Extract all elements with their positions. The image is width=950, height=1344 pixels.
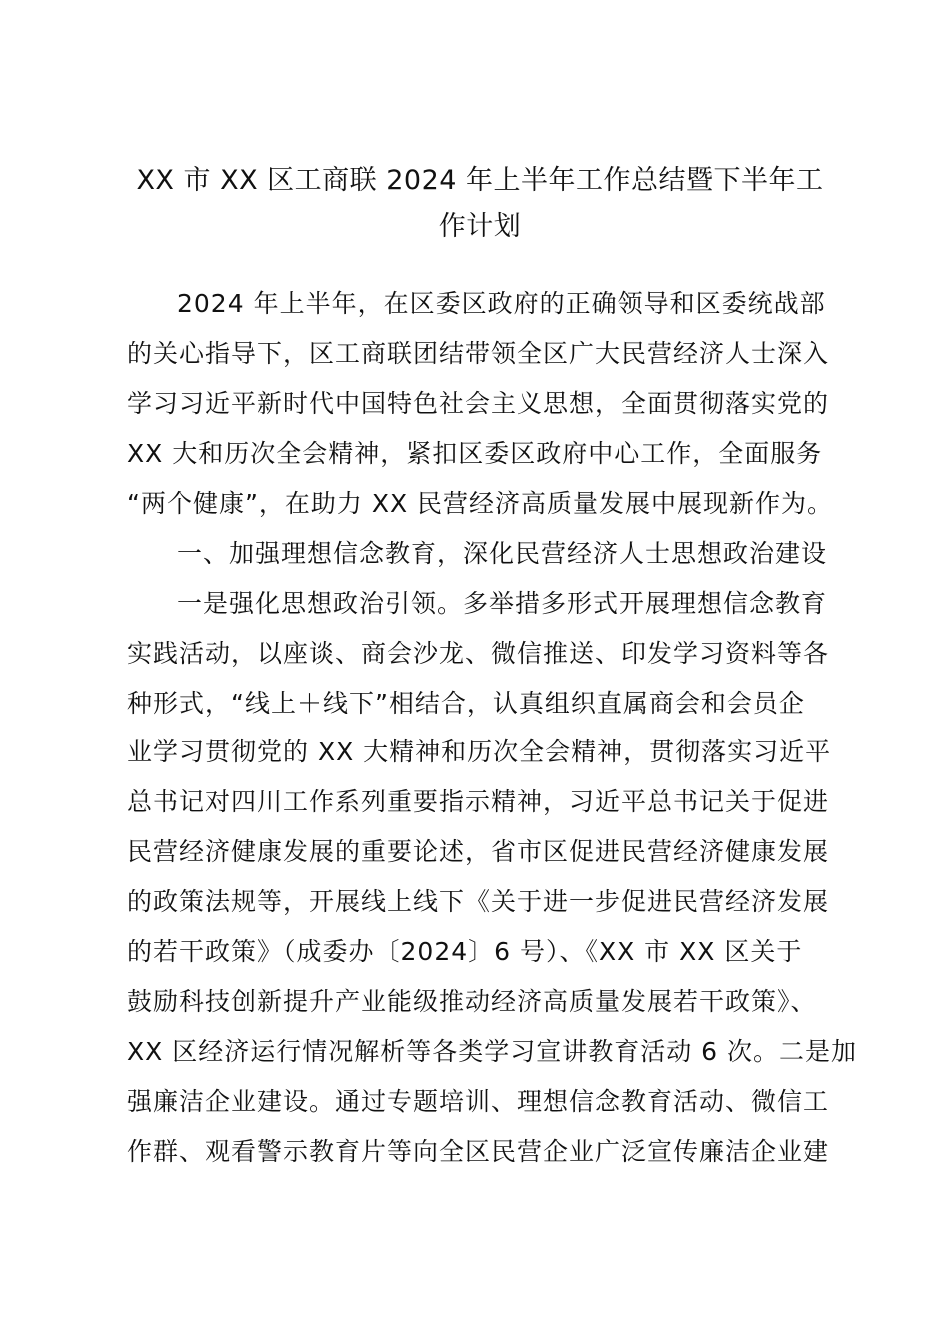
section-heading: 一、加强理想信念教育，深化民营经济人士思想政治建设 (177, 539, 828, 568)
paragraph-line: 学习习近平新时代中国特色社会主义思想，全面贯彻落实党的 (127, 389, 830, 418)
paragraph-line: 的若干政策》（成委办〔2024〕6 号）、《XX 市 XX 区关于 (127, 937, 803, 966)
paragraph-line: 一是强化思想政治引领。多举措多形式开展理想信念教育 (177, 589, 828, 618)
paragraph-line: XX 区经济运行情况解析等各类学习宣讲教育活动 6 次。二是加 (127, 1037, 858, 1066)
paragraph-line: XX 大和历次全会精神，紧扣区委区政府中心工作，全面服务 (127, 439, 823, 468)
paragraph-line: 作群、观看警示教育片等向全区民营企业广泛宣传廉洁企业建 (127, 1137, 830, 1166)
document-title-line-1: XX 市 XX 区工商联 2024 年上半年工作总结暨下半年工 (136, 165, 824, 196)
document-title-line-2: 作计划 (438, 211, 522, 242)
paragraph-line: 种形式，“线上＋线下”相结合，认真组织直属商会和会员企 (127, 689, 805, 718)
paragraph-line: 民营经济健康发展的重要论述，省市区促进民营经济健康发展 (127, 837, 830, 866)
paragraph-line: 的政策法规等，开展线上线下《关于进一步促进民营经济发展 (127, 887, 830, 916)
paragraph-line: 鼓励科技创新提升产业能级推动经济高质量发展若干政策》、 (127, 987, 817, 1016)
paragraph-line: 的关心指导下，区工商联团结带领全区广大民营经济人士深入 (127, 339, 830, 368)
paragraph-line: 业学习贯彻党的 XX 大精神和历次全会精神，贯彻落实习近平 (127, 737, 832, 766)
paragraph-line: 2024 年上半年，在区委区政府的正确领导和区委统战部 (177, 289, 826, 318)
paragraph-line: 强廉洁企业建设。通过专题培训、理想信念教育活动、微信工 (127, 1087, 830, 1116)
paragraph-line: 总书记对四川工作系列重要指示精神，习近平总书记关于促进 (127, 787, 830, 816)
paragraph-line: 实践活动，以座谈、商会沙龙、微信推送、印发学习资料等各 (127, 639, 830, 668)
paragraph-line: “两个健康”，在助力 XX 民营经济高质量发展中展现新作为。 (127, 489, 834, 518)
